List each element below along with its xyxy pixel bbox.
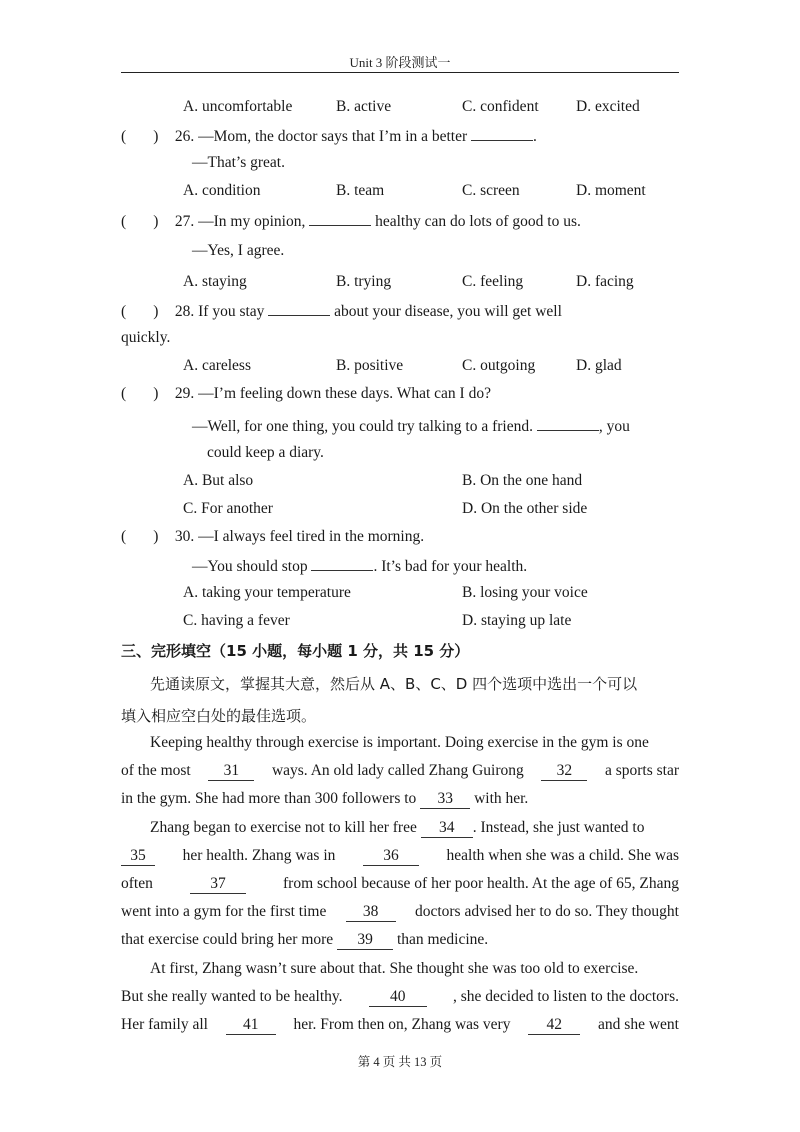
q30-stem-text: 30. —I always feel tired in the morning. (174, 528, 425, 545)
q28-blank[interactable] (268, 301, 330, 316)
q29-reply (192, 416, 630, 436)
q27-reply: —Yes, I agree. (192, 242, 285, 259)
q26-stem-end: . (533, 128, 537, 145)
passage-text: health when she was a child. She was (446, 847, 679, 864)
passage-line (121, 931, 488, 950)
passage-line (121, 790, 528, 809)
answer-paren[interactable]: ( ) (121, 213, 159, 230)
passage-text: ways. An old lady called Zhang Guirong (271, 762, 524, 779)
answer-paren[interactable]: ( ) (121, 303, 159, 320)
answer-paren[interactable]: ( ) (121, 385, 159, 402)
q29-blank[interactable] (537, 416, 599, 431)
passage-text: of the most (121, 762, 191, 779)
passage-text: But she really wanted to be healthy. (121, 988, 343, 1005)
section-instruction: 先通读原文，掌握其大意，然后从 A、B、C、D 四个选项中选出一个可以 (150, 675, 638, 693)
q28-stem-cont: quickly. (121, 329, 171, 346)
passage-text: than medicine. (396, 931, 489, 948)
q28-option-b[interactable]: B. positive (336, 357, 404, 374)
q29-reply-text: —Well, for one thing, you could try talking to a friend. (192, 418, 533, 435)
q26-option-d[interactable]: D. moment (576, 182, 646, 199)
passage-text: a sports star (604, 762, 679, 779)
q30-reply (192, 556, 527, 576)
q28-stem-end: about your disease, you will get well (334, 303, 562, 320)
passage-text: , she decided to listen to the doctors. (453, 988, 679, 1005)
q25-option-b[interactable]: B. active (336, 98, 392, 115)
passage-text: in the gym. She had more than 300 followers to (121, 790, 417, 807)
cloze-blank-40[interactable]: 40 (369, 988, 427, 1007)
q27-stem (121, 211, 581, 231)
q25-option-c[interactable]: C. confident (462, 98, 539, 115)
passage-line (121, 762, 679, 781)
page-footer: 第 4 页 共 13 页 (357, 1055, 443, 1069)
q26-blank[interactable] (471, 126, 533, 141)
q26-reply: —That’s great. (192, 154, 285, 171)
q29-option-b[interactable]: B. On the one hand (462, 472, 583, 489)
q30-option-b[interactable]: B. losing your voice (462, 584, 588, 601)
section-instruction-cont: 填入相应空白处的最佳选项。 (121, 707, 317, 725)
q27-stem-text: 27. —In my opinion, (174, 213, 306, 230)
q28-option-a[interactable]: A. careless (183, 357, 251, 374)
q30-option-c[interactable]: C. having a fever (183, 612, 290, 629)
q27-stem-end: healthy can do lots of good to us. (375, 213, 581, 230)
q30-option-d[interactable]: D. staying up late (462, 612, 572, 629)
passage-text: her. From then on, Zhang was very (293, 1016, 511, 1033)
q30-reply-text: —You should stop (192, 558, 308, 575)
q26-stem-text: 26. —Mom, the doctor says that I’m in a better (174, 128, 468, 145)
q26-option-c[interactable]: C. screen (462, 182, 520, 199)
passage-text: . Instead, she just wanted to (472, 819, 645, 836)
passage-text: from school because of her poor health. At the age of 65, Zhang (283, 875, 679, 892)
cloze-blank-35[interactable]: 35 (121, 847, 155, 866)
q25-option-a[interactable]: A. uncomfortable (183, 98, 293, 115)
q29-reply-end: , you (598, 418, 630, 435)
q26-option-b[interactable]: B. team (336, 182, 385, 199)
q25-option-d[interactable]: D. excited (576, 98, 640, 115)
cloze-blank-39[interactable]: 39 (337, 931, 393, 950)
passage-text: and she went (598, 1016, 679, 1033)
answer-paren[interactable]: ( ) (121, 128, 159, 145)
page-header: Unit 3 阶段测试一 (349, 55, 451, 70)
q27-option-b[interactable]: B. trying (336, 273, 392, 290)
passage-text: went into a gym for the first time (121, 903, 327, 920)
q27-option-d[interactable]: D. facing (576, 273, 634, 290)
q30-option-a[interactable]: A. taking your temperature (183, 584, 351, 601)
passage-text: Her family all (121, 1016, 208, 1033)
q27-option-a[interactable]: A. staying (183, 273, 247, 290)
passage-line: At first, Zhang wasn’t sure about that. She thought she was too old to exercise. (150, 960, 639, 977)
cloze-blank-34[interactable]: 34 (421, 819, 473, 838)
q28-stem-text: 28. If you stay (174, 303, 265, 320)
cloze-blank-32[interactable]: 32 (541, 762, 587, 781)
q26-option-a[interactable]: A. condition (183, 182, 261, 199)
q30-reply-end: . It’s bad for your health. (373, 558, 528, 575)
q27-blank[interactable] (309, 211, 371, 226)
passage-text: her health. Zhang was in (182, 847, 336, 864)
passage-text: with her. (474, 790, 529, 807)
passage-line (121, 847, 679, 866)
q27-option-c[interactable]: C. feeling (462, 273, 524, 290)
passage-text: often (121, 875, 153, 892)
passage-line (121, 988, 679, 1007)
q30-stem (121, 528, 424, 546)
cloze-blank-41[interactable]: 41 (226, 1016, 276, 1035)
passage-line (150, 819, 644, 838)
passage-line (121, 1016, 679, 1035)
cloze-blank-36[interactable]: 36 (363, 847, 419, 866)
passage-text: Zhang began to exercise not to kill her free (150, 819, 417, 836)
cloze-blank-37[interactable]: 37 (190, 875, 246, 894)
cloze-blank-31[interactable]: 31 (208, 762, 254, 781)
q29-option-d[interactable]: D. On the other side (462, 500, 588, 517)
cloze-blank-38[interactable]: 38 (346, 903, 396, 922)
q29-reply-cont: could keep a diary. (207, 444, 324, 461)
cloze-blank-42[interactable]: 42 (528, 1016, 580, 1035)
section-title-cloze: 三、完形填空（15 小题，每小题 1 分，共 15 分） (121, 642, 470, 660)
q29-stem-text: 29. —I’m feeling down these days. What can I do? (174, 385, 491, 402)
q30-blank[interactable] (311, 556, 373, 571)
passage-line (121, 903, 679, 922)
cloze-blank-33[interactable]: 33 (420, 790, 470, 809)
header-rule (121, 72, 679, 73)
passage-line: Keeping healthy through exercise is important. Doing exercise in the gym is one (150, 734, 649, 751)
q29-option-c[interactable]: C. For another (183, 500, 273, 517)
passage-text: doctors advised her to do so. They thought (414, 903, 679, 920)
passage-line (121, 875, 679, 894)
q28-option-d[interactable]: D. glad (576, 357, 622, 374)
q29-stem (121, 385, 491, 403)
q28-stem (121, 301, 562, 321)
answer-paren[interactable]: ( ) (121, 528, 159, 545)
q26-stem (121, 126, 537, 146)
passage-text: that exercise could bring her more (121, 931, 334, 948)
q29-option-a[interactable]: A. But also (183, 472, 254, 489)
q28-option-c[interactable]: C. outgoing (462, 357, 536, 374)
